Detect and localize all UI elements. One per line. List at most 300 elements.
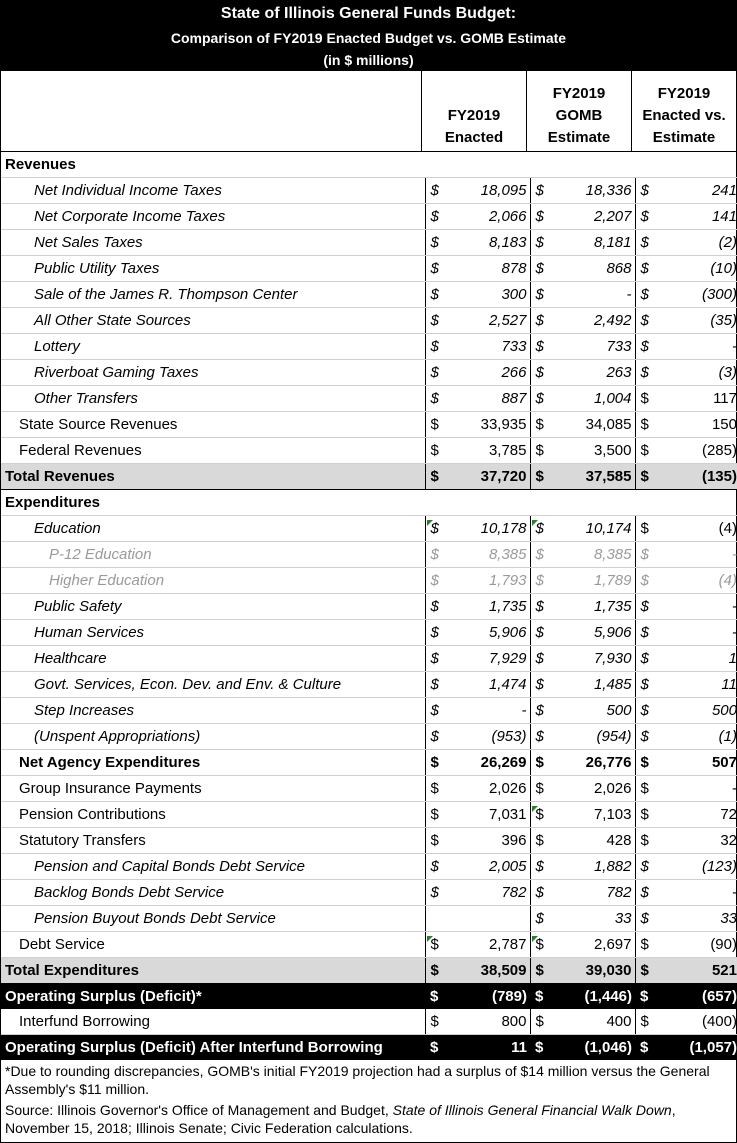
table-row xyxy=(1,152,737,178)
table-row xyxy=(1,620,737,646)
table-row xyxy=(1,880,737,906)
table-row xyxy=(1,958,737,984)
cell-note-marker-icon xyxy=(532,520,538,526)
row-label: Sale of the James R. Thompson Center xyxy=(1,282,425,308)
currency-symbol: $ xyxy=(425,568,444,594)
currency-symbol: $ xyxy=(635,438,654,464)
currency-symbol: $ xyxy=(635,984,654,1010)
currency-symbol: $ xyxy=(425,438,444,464)
currency-symbol: $ xyxy=(530,906,549,932)
row-value: 117 xyxy=(654,386,737,412)
row-value: (400) xyxy=(654,1009,737,1035)
footnote: *Due to rounding discrepancies, GOMB's initial FY2019 projection had a surplus of $14 million versus the General Assembly's $11 million. xyxy=(5,1063,710,1097)
currency-symbol: $ xyxy=(425,750,444,776)
currency-symbol: $ xyxy=(635,594,654,620)
currency-symbol: $ xyxy=(425,880,444,906)
row-value: 32 xyxy=(654,828,737,854)
currency-symbol: $ xyxy=(530,1035,549,1061)
row-label: All Other State Sources xyxy=(1,308,425,334)
row-value: 11 xyxy=(654,672,737,698)
row-value: 7,930 xyxy=(549,646,635,672)
row-value: 10,178 xyxy=(444,516,530,542)
row-label: Backlog Bonds Debt Service xyxy=(1,880,425,906)
row-value: 2,697 xyxy=(549,932,635,958)
row-value: 5,906 xyxy=(444,620,530,646)
currency-symbol: $ xyxy=(530,464,549,490)
row-value: 1,485 xyxy=(549,672,635,698)
table-row xyxy=(1,178,737,204)
currency-symbol: $ xyxy=(635,750,654,776)
row-label: Net Corporate Income Taxes xyxy=(1,204,425,230)
row-value: (35) xyxy=(654,308,737,334)
row-value: (90) xyxy=(654,932,737,958)
currency-symbol: $ xyxy=(530,230,549,256)
table-row xyxy=(1,828,737,854)
row-value xyxy=(549,490,635,516)
row-value xyxy=(444,490,530,516)
currency-symbol: $ xyxy=(530,438,549,464)
currency-symbol: $ xyxy=(635,724,654,750)
budget-table xyxy=(1,152,737,1060)
row-label: Net Sales Taxes xyxy=(1,230,425,256)
cell-note-marker-icon xyxy=(532,806,538,812)
row-value: 733 xyxy=(549,334,635,360)
row-value: 2,787 xyxy=(444,932,530,958)
row-label: Total Revenues xyxy=(1,464,425,490)
currency-symbol: $ xyxy=(635,308,654,334)
currency-symbol: $ xyxy=(530,854,549,880)
row-label: Operating Surplus (Deficit)* xyxy=(1,984,425,1010)
row-value: 1,882 xyxy=(549,854,635,880)
row-value: 500 xyxy=(654,698,737,724)
row-value xyxy=(444,906,530,932)
row-label: Step Increases xyxy=(1,698,425,724)
currency-symbol: $ xyxy=(425,984,444,1010)
table-row xyxy=(1,308,737,334)
row-value: 37,585 xyxy=(549,464,635,490)
row-value: 150 xyxy=(654,412,737,438)
currency-symbol: $ xyxy=(425,516,444,542)
table-row xyxy=(1,1035,737,1061)
cell-note-marker-icon xyxy=(427,520,433,526)
row-value: (953) xyxy=(444,724,530,750)
currency-symbol: $ xyxy=(635,932,654,958)
table-row xyxy=(1,724,737,750)
currency-symbol: $ xyxy=(530,308,549,334)
row-value: (2) xyxy=(654,230,737,256)
currency-symbol: $ xyxy=(425,360,444,386)
row-value: 38,509 xyxy=(444,958,530,984)
currency-symbol: $ xyxy=(635,698,654,724)
currency-symbol: $ xyxy=(425,672,444,698)
row-value xyxy=(654,490,737,516)
currency-symbol: $ xyxy=(530,542,549,568)
row-value: 26,776 xyxy=(549,750,635,776)
currency-symbol: $ xyxy=(635,1009,654,1035)
row-value: 18,095 xyxy=(444,178,530,204)
column-header-gomb-estimate: FY2019 GOMB Estimate xyxy=(527,71,632,151)
row-value: (4) xyxy=(654,516,737,542)
row-value: 8,183 xyxy=(444,230,530,256)
currency-symbol: $ xyxy=(530,334,549,360)
currency-symbol: $ xyxy=(425,256,444,282)
currency-symbol: $ xyxy=(635,334,654,360)
currency-symbol: $ xyxy=(530,802,549,828)
currency-symbol: $ xyxy=(425,308,444,334)
currency-symbol xyxy=(425,906,444,932)
row-label: Total Expenditures xyxy=(1,958,425,984)
currency-symbol: $ xyxy=(425,646,444,672)
currency-symbol xyxy=(530,152,549,178)
row-value: 878 xyxy=(444,256,530,282)
row-value: 868 xyxy=(549,256,635,282)
row-value: 500 xyxy=(549,698,635,724)
table-row xyxy=(1,282,737,308)
row-value: (4) xyxy=(654,568,737,594)
row-value: 8,385 xyxy=(549,542,635,568)
currency-symbol: $ xyxy=(530,724,549,750)
table-row xyxy=(1,464,737,490)
currency-symbol: $ xyxy=(530,256,549,282)
row-value: (135) xyxy=(654,464,737,490)
table-row xyxy=(1,568,737,594)
currency-symbol: $ xyxy=(530,568,549,594)
currency-symbol xyxy=(635,152,654,178)
row-value: 18,336 xyxy=(549,178,635,204)
table-row xyxy=(1,1009,737,1035)
row-value: (1,046) xyxy=(549,1035,635,1061)
notes xyxy=(1,1060,736,1142)
currency-symbol xyxy=(530,490,549,516)
table-row xyxy=(1,906,737,932)
row-label: Group Insurance Payments xyxy=(1,776,425,802)
row-value: 1,793 xyxy=(444,568,530,594)
row-value: 521 xyxy=(654,958,737,984)
currency-symbol: $ xyxy=(425,412,444,438)
currency-symbol: $ xyxy=(530,672,549,698)
currency-symbol: $ xyxy=(530,828,549,854)
row-value: - xyxy=(654,620,737,646)
table-row xyxy=(1,750,737,776)
currency-symbol: $ xyxy=(635,178,654,204)
row-value: 141 xyxy=(654,204,737,230)
source-note xyxy=(5,1101,732,1137)
row-value: - xyxy=(549,282,635,308)
row-value: 396 xyxy=(444,828,530,854)
table-row xyxy=(1,854,737,880)
row-value: 782 xyxy=(549,880,635,906)
currency-symbol: $ xyxy=(425,386,444,412)
currency-symbol xyxy=(425,490,444,516)
row-value: 263 xyxy=(549,360,635,386)
row-value: 266 xyxy=(444,360,530,386)
currency-symbol: $ xyxy=(635,386,654,412)
row-value: (954) xyxy=(549,724,635,750)
row-value: 782 xyxy=(444,880,530,906)
currency-symbol: $ xyxy=(530,984,549,1010)
currency-symbol: $ xyxy=(425,594,444,620)
currency-symbol: $ xyxy=(635,464,654,490)
currency-symbol: $ xyxy=(530,516,549,542)
row-value: 1,789 xyxy=(549,568,635,594)
source-title: State of Illinois General Financial Walk Down xyxy=(392,1102,672,1118)
row-value: - xyxy=(654,542,737,568)
row-value: (10) xyxy=(654,256,737,282)
row-label: Net Individual Income Taxes xyxy=(1,178,425,204)
row-value: 428 xyxy=(549,828,635,854)
currency-symbol: $ xyxy=(635,958,654,984)
row-value: 37,720 xyxy=(444,464,530,490)
row-value: (285) xyxy=(654,438,737,464)
row-label: Statutory Transfers xyxy=(1,828,425,854)
title-banner xyxy=(1,1,736,71)
row-label: Healthcare xyxy=(1,646,425,672)
table-row xyxy=(1,698,737,724)
currency-symbol xyxy=(425,152,444,178)
currency-symbol: $ xyxy=(425,802,444,828)
row-value: 10,174 xyxy=(549,516,635,542)
row-value: 33 xyxy=(654,906,737,932)
row-value: 26,269 xyxy=(444,750,530,776)
row-value: 800 xyxy=(444,1009,530,1035)
table-row xyxy=(1,932,737,958)
row-value: 7,031 xyxy=(444,802,530,828)
row-value xyxy=(549,152,635,178)
currency-symbol: $ xyxy=(425,724,444,750)
currency-symbol: $ xyxy=(635,828,654,854)
row-label: Lottery xyxy=(1,334,425,360)
row-value: 33 xyxy=(549,906,635,932)
row-label: Higher Education xyxy=(1,568,425,594)
row-value: 733 xyxy=(444,334,530,360)
currency-symbol: $ xyxy=(425,204,444,230)
row-label: Pension and Capital Bonds Debt Service xyxy=(1,854,425,880)
currency-symbol: $ xyxy=(635,776,654,802)
currency-symbol: $ xyxy=(425,282,444,308)
currency-symbol: $ xyxy=(425,464,444,490)
row-label: Public Safety xyxy=(1,594,425,620)
column-header-difference: FY2019 Enacted vs. Estimate xyxy=(642,85,726,146)
row-value: 7,929 xyxy=(444,646,530,672)
currency-symbol: $ xyxy=(635,568,654,594)
row-label: Revenues xyxy=(1,152,425,178)
row-label: Debt Service xyxy=(1,932,425,958)
table-row xyxy=(1,516,737,542)
currency-symbol: $ xyxy=(530,932,549,958)
row-value: 1,735 xyxy=(444,594,530,620)
row-value: (3) xyxy=(654,360,737,386)
table-row xyxy=(1,490,737,516)
currency-symbol: $ xyxy=(425,698,444,724)
currency-symbol: $ xyxy=(425,230,444,256)
row-value: - xyxy=(444,698,530,724)
cell-note-marker-icon xyxy=(532,936,538,942)
row-label: Other Transfers xyxy=(1,386,425,412)
row-value: 33,935 xyxy=(444,412,530,438)
row-value: 2,492 xyxy=(549,308,635,334)
row-value: 507 xyxy=(654,750,737,776)
row-value: (1,057) xyxy=(654,1035,737,1061)
currency-symbol: $ xyxy=(530,282,549,308)
row-value xyxy=(444,152,530,178)
currency-symbol: $ xyxy=(530,880,549,906)
row-value: (1) xyxy=(654,724,737,750)
currency-symbol: $ xyxy=(530,620,549,646)
row-label: Pension Contributions xyxy=(1,802,425,828)
currency-symbol xyxy=(635,490,654,516)
table-row xyxy=(1,776,737,802)
row-label: Education xyxy=(1,516,425,542)
currency-symbol: $ xyxy=(425,776,444,802)
table-row xyxy=(1,230,737,256)
table-row xyxy=(1,646,737,672)
table-row xyxy=(1,672,737,698)
row-value: - xyxy=(654,594,737,620)
table-row xyxy=(1,256,737,282)
currency-symbol: $ xyxy=(635,542,654,568)
row-value: 3,785 xyxy=(444,438,530,464)
row-value: 2,005 xyxy=(444,854,530,880)
row-value: 7,103 xyxy=(549,802,635,828)
row-value: 400 xyxy=(549,1009,635,1035)
currency-symbol: $ xyxy=(530,646,549,672)
cell-note-marker-icon xyxy=(427,936,433,942)
currency-symbol: $ xyxy=(425,1035,444,1061)
table-row xyxy=(1,802,737,828)
currency-symbol: $ xyxy=(425,542,444,568)
row-value: - xyxy=(654,334,737,360)
currency-symbol: $ xyxy=(530,360,549,386)
row-value: 2,026 xyxy=(444,776,530,802)
row-value: 2,066 xyxy=(444,204,530,230)
row-value: 241 xyxy=(654,178,737,204)
currency-symbol: $ xyxy=(425,828,444,854)
table-row xyxy=(1,386,737,412)
row-value: 2,527 xyxy=(444,308,530,334)
currency-symbol: $ xyxy=(635,880,654,906)
row-value xyxy=(654,152,737,178)
currency-symbol: $ xyxy=(425,932,444,958)
row-value: 39,030 xyxy=(549,958,635,984)
row-value: 1,474 xyxy=(444,672,530,698)
row-value: 2,207 xyxy=(549,204,635,230)
currency-symbol: $ xyxy=(425,958,444,984)
column-header-row xyxy=(1,71,736,152)
currency-symbol: $ xyxy=(635,620,654,646)
currency-symbol: $ xyxy=(530,698,549,724)
row-label: (Unspent Appropriations) xyxy=(1,724,425,750)
row-value: 1 xyxy=(654,646,737,672)
row-value: 300 xyxy=(444,282,530,308)
currency-symbol: $ xyxy=(635,906,654,932)
row-label: Interfund Borrowing xyxy=(1,1009,425,1035)
source-suffix: , November 15, 2018; Illinois Senate; Civic Federation calculations. xyxy=(5,1102,676,1136)
currency-symbol: $ xyxy=(635,672,654,698)
currency-symbol: $ xyxy=(530,412,549,438)
row-value: 5,906 xyxy=(549,620,635,646)
table-row xyxy=(1,334,737,360)
row-label: Pension Buyout Bonds Debt Service xyxy=(1,906,425,932)
row-value: (657) xyxy=(654,984,737,1010)
column-header-enacted: FY2019 Enacted xyxy=(422,71,527,151)
row-value: 1,004 xyxy=(549,386,635,412)
row-value: (1,446) xyxy=(549,984,635,1010)
currency-symbol: $ xyxy=(425,1009,444,1035)
table-row xyxy=(1,542,737,568)
row-value: 887 xyxy=(444,386,530,412)
row-label: Net Agency Expenditures xyxy=(1,750,425,776)
row-label: Public Utility Taxes xyxy=(1,256,425,282)
row-label: Federal Revenues xyxy=(1,438,425,464)
currency-symbol: $ xyxy=(635,412,654,438)
currency-symbol: $ xyxy=(635,1035,654,1061)
currency-symbol: $ xyxy=(530,178,549,204)
header-label-cell xyxy=(1,71,422,151)
currency-symbol: $ xyxy=(530,750,549,776)
currency-symbol: $ xyxy=(635,282,654,308)
table-row xyxy=(1,412,737,438)
currency-symbol: $ xyxy=(530,204,549,230)
source-prefix: Source: Illinois Governor's Office of Management and Budget, xyxy=(5,1102,393,1118)
row-value: 1,735 xyxy=(549,594,635,620)
row-value: 8,385 xyxy=(444,542,530,568)
row-value: - xyxy=(654,880,737,906)
row-value: (300) xyxy=(654,282,737,308)
table-row xyxy=(1,594,737,620)
row-label: Expenditures xyxy=(1,490,425,516)
row-label: State Source Revenues xyxy=(1,412,425,438)
row-value: (123) xyxy=(654,854,737,880)
table-row xyxy=(1,360,737,386)
currency-symbol: $ xyxy=(425,334,444,360)
currency-symbol: $ xyxy=(530,1009,549,1035)
row-value: 34,085 xyxy=(549,412,635,438)
row-value: 11 xyxy=(444,1035,530,1061)
currency-symbol: $ xyxy=(635,230,654,256)
currency-symbol: $ xyxy=(425,620,444,646)
table-row xyxy=(1,204,737,230)
row-value: 72 xyxy=(654,802,737,828)
table-row xyxy=(1,984,737,1010)
table-row xyxy=(1,438,737,464)
row-value: - xyxy=(654,776,737,802)
title-line-2: Comparison of FY2019 Enacted Budget vs. GOMB Estimate xyxy=(170,30,567,46)
row-value: 8,181 xyxy=(549,230,635,256)
currency-symbol: $ xyxy=(635,802,654,828)
title-line-3: (in $ millions) xyxy=(323,52,414,68)
row-label: P-12 Education xyxy=(1,542,425,568)
row-value: (789) xyxy=(444,984,530,1010)
currency-symbol: $ xyxy=(530,386,549,412)
currency-symbol: $ xyxy=(425,854,444,880)
row-label: Govt. Services, Econ. Dev. and Env. & Culture xyxy=(1,672,425,698)
title-line-1: State of Illinois General Funds Budget: xyxy=(220,5,517,22)
currency-symbol: $ xyxy=(635,516,654,542)
currency-symbol: $ xyxy=(635,854,654,880)
currency-symbol: $ xyxy=(635,360,654,386)
row-value: 3,500 xyxy=(549,438,635,464)
row-value: 2,026 xyxy=(549,776,635,802)
currency-symbol: $ xyxy=(635,256,654,282)
row-label: Riverboat Gaming Taxes xyxy=(1,360,425,386)
currency-symbol: $ xyxy=(425,178,444,204)
currency-symbol: $ xyxy=(635,646,654,672)
currency-symbol: $ xyxy=(635,204,654,230)
currency-symbol: $ xyxy=(530,776,549,802)
row-label: Human Services xyxy=(1,620,425,646)
currency-symbol: $ xyxy=(530,594,549,620)
currency-symbol: $ xyxy=(530,958,549,984)
